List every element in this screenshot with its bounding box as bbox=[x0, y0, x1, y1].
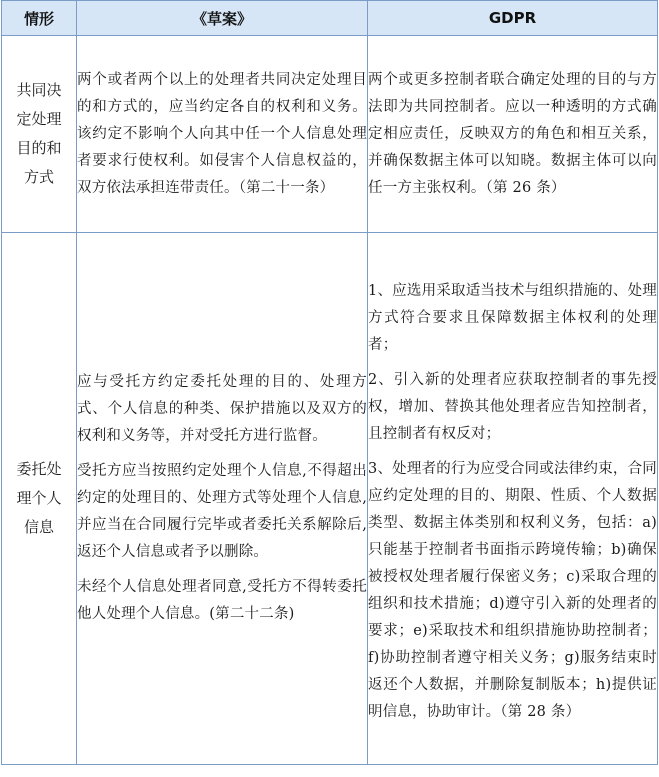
gdpr-paragraph: 2、引入新的处理者应获取控制者的事先授权，增加、替换其他处理者应告知控制者，且控制者有权反对； bbox=[368, 371, 657, 442]
draft-cell bbox=[77, 233, 368, 765]
gdpr-paragraph: 1、应选用采取适当技术与组织措施的、处理方式符合要求且保障数据主体权利的处理者； bbox=[368, 282, 657, 353]
table-row-entrusted-processing bbox=[2, 233, 658, 765]
table-row-joint-control bbox=[2, 36, 658, 233]
draft-paragraph: 应与受托方约定委托处理的目的、处理方式、个人信息的种类、保护措施以及双方的权利和义务等，并对受托方进行监督。 bbox=[77, 374, 367, 444]
gdpr-paragraph: 3、处理者的行为应受合同或法律约束，合同应约定处理的目的、期限、性质、个人数据类型、数据主体类别和权利义务，包括：a)只能基于控制者书面指示跨境传输；b)确保被授权处理者履行保密义务；c)采取合理的组织和技术措施；d)遵守引入新的处理者的要求；e)采取技术和组织措施协助控制者；f)协助控制者遵守相关义务；g)服务结束时返还个人数据，并删除复制版本；h)提供证明信息，协助审计。（第 28 条） bbox=[368, 460, 657, 720]
draft-paragraph: 两个或者两个以上的处理者共同决定处理目的和方式的，应当约定各自的权利和义务。该约定不影响个人向其中任一个人信息处理者要求行使权利。如侵害个人信息权益的，双方依法承担连带责任。（第二十一条） bbox=[77, 71, 367, 196]
header-situation: 情形 bbox=[2, 1, 77, 36]
draft-paragraph: 受托方应当按照约定处理个人信息,不得超出约定的处理目的、处理方式等处理个人信息,并应当在合同履行完毕或者委托关系解除后,返还个人信息或者予以删除。 bbox=[77, 463, 367, 560]
header-row bbox=[2, 1, 658, 36]
header-gdpr: GDPR bbox=[368, 1, 658, 36]
gdpr-cell bbox=[368, 233, 658, 765]
comparison-table bbox=[1, 0, 658, 765]
situation-cell: 委托处 理个人 信息 bbox=[2, 233, 77, 765]
draft-cell bbox=[77, 36, 368, 233]
draft-paragraph: 未经个人信息处理者同意,受托方不得转委托他人处理个人信息。(第二十二条) bbox=[77, 579, 367, 622]
gdpr-paragraph: 两个或更多控制者联合确定处理的目的与方法即为共同控制者。应以一种透明的方式确定相应责任，反映双方的角色和相互关系，并确保数据主体可以知晓。数据主体可以向任一方主张权利。（第 26 条） bbox=[368, 71, 657, 196]
situation-cell: 共同决 定处理 目的和 方式 bbox=[2, 36, 77, 233]
gdpr-cell bbox=[368, 36, 658, 233]
header-draft: 《草案》 bbox=[77, 1, 368, 36]
